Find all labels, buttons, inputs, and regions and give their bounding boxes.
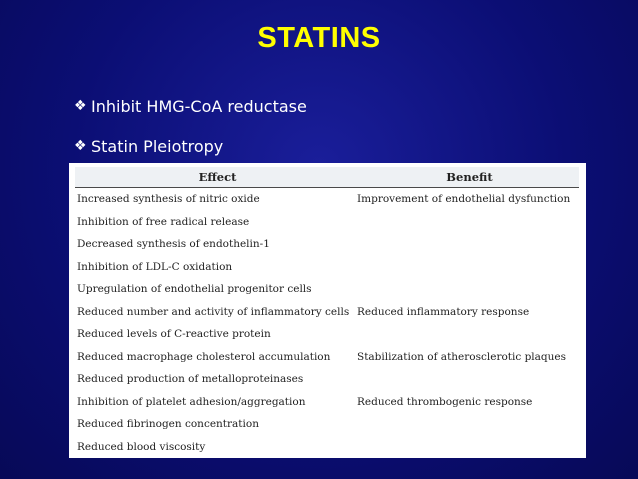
table-row [77, 302, 581, 325]
effect-cell: Upregulation of endothelial progenitor cells [77, 283, 312, 295]
table-body [77, 189, 581, 459]
bullet-item [74, 126, 307, 166]
table-row [77, 392, 581, 415]
benefit-cell: Stabilization of atherosclerotic plaques [357, 350, 567, 363]
effect-cell: Decreased synthesis of endothelin-1 [77, 238, 270, 250]
effect-cell: Increased synthesis of nitric oxide [77, 193, 260, 205]
effect-cell: Inhibition of LDL-C oxidation [77, 260, 233, 273]
table-row [77, 212, 581, 235]
benefit-cell: Reduced inflammatory response [357, 305, 530, 318]
table-row [77, 437, 581, 460]
table-row [77, 347, 581, 370]
header-effect: Effect [198, 170, 237, 184]
diamond-bullet-icon: ❖ [74, 138, 87, 154]
header-benefit: Benefit [446, 170, 493, 184]
table-row [77, 414, 581, 437]
benefit-cell: Improvement of endothelial dysfunction [357, 193, 571, 205]
bullet-text: Statin Pleiotropy [91, 136, 224, 156]
effect-cell: Inhibition of free radical release [77, 215, 250, 228]
effect-cell: Reduced macrophage cholesterol accumulation [77, 350, 331, 363]
effect-cell: Reduced fibrinogen concentration [77, 418, 259, 430]
effect-cell: Reduced blood viscosity [77, 440, 206, 453]
bullet-text: Inhibit HMG-CoA reductase [91, 96, 307, 116]
effect-cell: Reduced production of metalloproteinases [77, 373, 304, 385]
table-row [77, 324, 581, 347]
effect-cell: Inhibition of platelet adhesion/aggregation [77, 395, 306, 408]
diamond-bullet-icon: ❖ [74, 98, 87, 114]
effect-cell: Reduced number and activity of inflammatory cells [77, 305, 350, 318]
bullet-item [74, 86, 307, 126]
table-row [77, 189, 581, 212]
bullet-list [74, 86, 307, 166]
slide-title: STATINS [257, 22, 381, 54]
benefit-cell: Reduced thrombogenic response [357, 395, 533, 408]
table-row [77, 279, 581, 302]
table-row [77, 369, 581, 392]
table-row [77, 234, 581, 257]
pleiotropy-table [69, 163, 586, 458]
effect-cell: Reduced levels of C-reactive protein [77, 328, 271, 340]
table-row [77, 257, 581, 280]
table-header [75, 167, 579, 188]
